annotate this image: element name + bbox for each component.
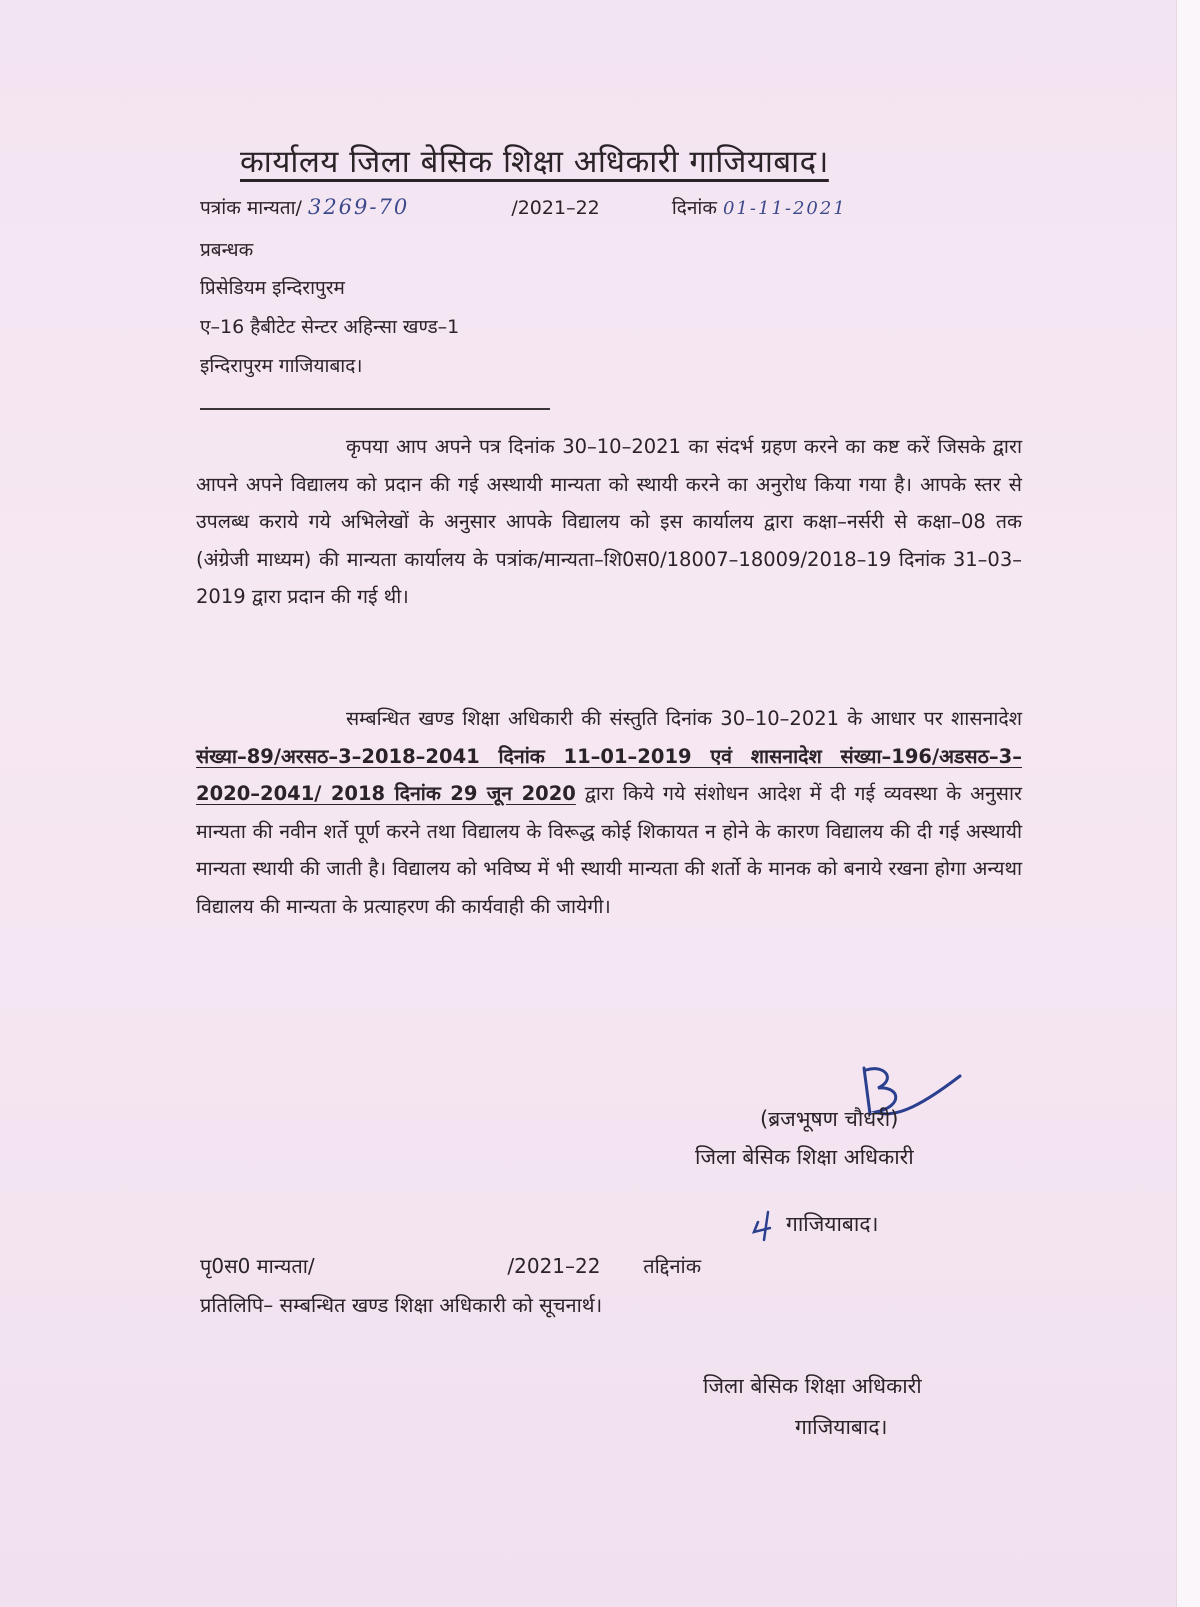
addressee-line-3: ए–16 हैबीटेट सेन्टर अहिन्सा खण्ड–1 (200, 316, 460, 338)
para2-start: सम्बन्धित खण्ड शिक्षा अधिकारी की संस्तुति दिनांक 30–10–2021 के आधार पर शासनादेश (346, 707, 1022, 730)
paper-edge (1176, 0, 1200, 1607)
reference-line (200, 194, 847, 220)
para2-government-order-ref: संख्या–89/अरसठ–3–2018–2041 दिनांक 11–01–2019 एवं शासनादेश संख्या–196/अडसठ–3–2020–2041/ 2018 दिनांक 29 जून 2020 (196, 744, 1022, 805)
ref-label: पत्रांक मान्यता/ (200, 197, 302, 219)
addressee-line-4: इन्दिरापुरम गाजियाबाद। (200, 355, 363, 377)
date-label: दिनांक (671, 197, 717, 219)
date-handwritten: 01-11-2021 (722, 198, 847, 219)
ref-number-handwritten: 3269-70 (307, 195, 410, 219)
copy-ref-label: पृ0स0 मान्यता/ (200, 1254, 315, 1278)
para1-text: कृपया आप अपने पत्र दिनांक 30–10–2021 का संदर्भ ग्रहण करने का कष्ट करें जिसके द्वारा आपने अपने विद्यालय को प्रदान की गई अस्थायी मान्यता को स्थायी करने का अनुरोध किया गया है। आपके स्तर से उपलब्ध कराये गये अभिलेखों के अनुसार आपके विद्यालय को इस कार्यालय द्वारा कक्षा–नर्सरी से कक्षा–08 तक (अंग्रेजी माध्यम) की मान्यता कार्यालय के पत्रांक/मान्यता–शि0स0/18007–18009/2018–19 दिनांक 31–03–2019 द्वारा प्रदान की गई थी। (196, 435, 1022, 608)
ref-year: /2021–22 (511, 197, 600, 219)
office-title: कार्यालय जिला बेसिक शिक्षा अधिकारी गाजियाबाद। (240, 144, 829, 180)
copy-reference-line (200, 1252, 701, 1279)
copy-note: प्रतिलिपि– सम्बन्धित खण्ड शिक्षा अधिकारी को सूचनार्थ। (200, 1293, 603, 1317)
copy-ref-year: /2021–22 (507, 1254, 601, 1278)
footer-designation: जिला बेसिक शिक्षा अधिकारी (703, 1374, 922, 1398)
initial-mark (752, 1208, 778, 1242)
copy-date: तद्दिनांक (643, 1254, 702, 1278)
body-paragraph-1 (196, 428, 1022, 616)
signatory-name: (ब्रजभूषण चौधरी) (760, 1107, 899, 1131)
signatory-place: गाजियाबाद। (786, 1212, 879, 1236)
addressee-line-2: प्रिसेडियम इन्दिरापुरम (200, 277, 345, 299)
para2-end: द्वारा किये गये संशोधन आदेश में दी गई व्यवस्था के अनुसार मान्यता की नवीन शर्ते पूर्ण करने तथा विद्यालय के विरूद्ध कोई शिकायत न होने के कारण विद्यालय की दी गई अस्थायी मान्यता स्थायी की जाती है। विद्यालय को भविष्य में भी स्थायी मान्यता की शर्तो के मानक को बनाये रखना होगा अन्यथा विद्यालय की मान्यता के प्रत्याहरण की कार्यवाही की जायेगी। (196, 782, 1022, 918)
signatory-designation: जिला बेसिक शिक्षा अधिकारी (695, 1145, 914, 1169)
footer-place: गाजियाबाद। (795, 1415, 888, 1439)
addressee-rule (200, 408, 550, 410)
body-paragraph-2 (196, 700, 1022, 925)
addressee-line-1: प्रबन्धक (200, 239, 254, 261)
